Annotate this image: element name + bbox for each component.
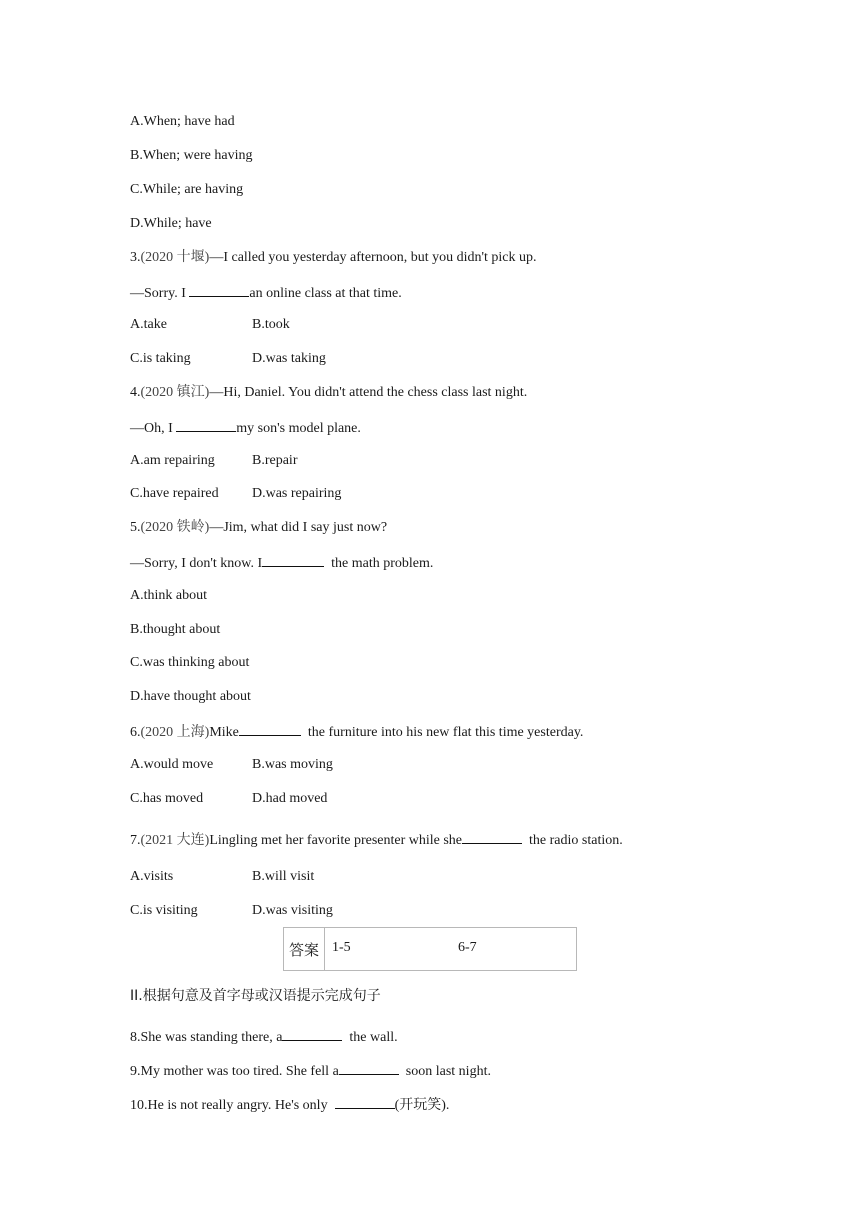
q5-reply-line bbox=[130, 553, 433, 573]
q3-option-a: A.take bbox=[130, 317, 167, 332]
q4-stem-line bbox=[130, 384, 527, 402]
q2-option-d: D.While; have bbox=[130, 216, 212, 231]
reply-text: —Oh, I bbox=[130, 421, 177, 436]
question-stem: the radio station. bbox=[522, 833, 623, 848]
q8-line bbox=[130, 1027, 398, 1047]
question-source: (2020 铁岭) bbox=[140, 520, 210, 535]
q10-line bbox=[130, 1095, 449, 1115]
q4-reply-line bbox=[130, 418, 361, 438]
reply-text: —Sorry. I bbox=[130, 286, 190, 301]
question-stem: —I called you yesterday afternoon, but you didn't pick up. bbox=[209, 250, 537, 265]
q6-option-d: D.had moved bbox=[252, 791, 328, 806]
reply-text: —Sorry, I don't know. I bbox=[130, 556, 263, 571]
answer-range-1-5[interactable]: 1-5 bbox=[332, 940, 351, 955]
answer-blank[interactable] bbox=[176, 418, 236, 432]
q2-option-a: A.When; have had bbox=[130, 114, 235, 129]
question-stem: (开玩笑). bbox=[394, 1098, 450, 1113]
q7-option-d: D.was visiting bbox=[252, 903, 333, 918]
q5-option-d: D.have thought about bbox=[130, 689, 251, 704]
question-source: (2020 十堰) bbox=[140, 250, 210, 265]
q5-option-c: C.was thinking about bbox=[130, 655, 250, 670]
question-source: (2020 镇江) bbox=[140, 385, 210, 400]
q4-option-d: D.was repairing bbox=[252, 486, 342, 501]
q7-stem-line bbox=[130, 830, 623, 850]
question-stem: soon last night. bbox=[398, 1064, 491, 1079]
question-stem: Mike bbox=[209, 725, 239, 740]
answer-blank[interactable] bbox=[282, 1027, 342, 1041]
q4-option-b: B.repair bbox=[252, 453, 298, 468]
q3-stem-line bbox=[130, 249, 537, 267]
q2-option-c: C.While; are having bbox=[130, 182, 244, 197]
q4-option-c: C.have repaired bbox=[130, 486, 219, 501]
q5-option-b: B.thought about bbox=[130, 622, 221, 637]
q3-option-d: D.was taking bbox=[252, 351, 326, 366]
reply-text: an online class at that time. bbox=[249, 286, 402, 301]
answer-blank[interactable] bbox=[339, 1061, 399, 1075]
q4-option-a: A.am repairing bbox=[130, 453, 215, 468]
question-stem: 8.She was standing there, a bbox=[130, 1030, 283, 1045]
q3-option-c: C.is taking bbox=[130, 351, 191, 366]
answer-range-6-7[interactable]: 6-7 bbox=[458, 940, 477, 955]
question-stem: the wall. bbox=[342, 1030, 398, 1045]
answer-label: 答案 bbox=[284, 928, 325, 970]
answer-blank[interactable] bbox=[335, 1095, 395, 1109]
question-stem: 9.My mother was too tired. She fell a bbox=[130, 1064, 339, 1079]
reply-text: my son's model plane. bbox=[236, 421, 361, 436]
question-stem: —Jim, what did I say just now? bbox=[209, 520, 388, 535]
section-heading: II.根据句意及首字母或汉语提示完成句子 bbox=[130, 988, 381, 1004]
reply-text: the math problem. bbox=[324, 556, 434, 571]
q6-stem-line bbox=[130, 722, 583, 742]
question-number: 6. bbox=[130, 725, 141, 740]
answer-box bbox=[283, 927, 577, 971]
q3-reply-line bbox=[130, 283, 402, 303]
answer-blank[interactable] bbox=[189, 283, 249, 297]
q6-option-c: C.has moved bbox=[130, 791, 204, 806]
q5-stem-line bbox=[130, 519, 387, 537]
q6-option-b: B.was moving bbox=[252, 757, 333, 772]
question-stem: 10.He is not really angry. He's only bbox=[130, 1098, 335, 1113]
question-stem: —Hi, Daniel. You didn't attend the chess class last night. bbox=[209, 385, 528, 400]
answer-blank[interactable] bbox=[262, 553, 324, 567]
question-number: 4. bbox=[130, 385, 141, 400]
question-stem: the furniture into his new flat this time yesterday. bbox=[300, 725, 584, 740]
q6-option-a: A.would move bbox=[130, 757, 214, 772]
answer-blank[interactable] bbox=[462, 830, 522, 844]
question-number: 3. bbox=[130, 250, 141, 265]
q7-option-a: A.visits bbox=[130, 869, 174, 884]
q2-option-b: B.When; were having bbox=[130, 148, 253, 163]
q7-option-b: B.will visit bbox=[252, 869, 315, 884]
question-source: (2021 大连) bbox=[140, 833, 210, 848]
question-stem: Lingling met her favorite presenter while she bbox=[209, 833, 463, 848]
question-number: 5. bbox=[130, 520, 141, 535]
q9-line bbox=[130, 1061, 491, 1081]
question-source: (2020 上海) bbox=[140, 725, 210, 740]
question-number: 7. bbox=[130, 833, 141, 848]
q7-option-c: C.is visiting bbox=[130, 903, 198, 918]
answer-blank[interactable] bbox=[239, 722, 301, 736]
q3-option-b: B.took bbox=[252, 317, 290, 332]
q5-option-a: A.think about bbox=[130, 588, 207, 603]
